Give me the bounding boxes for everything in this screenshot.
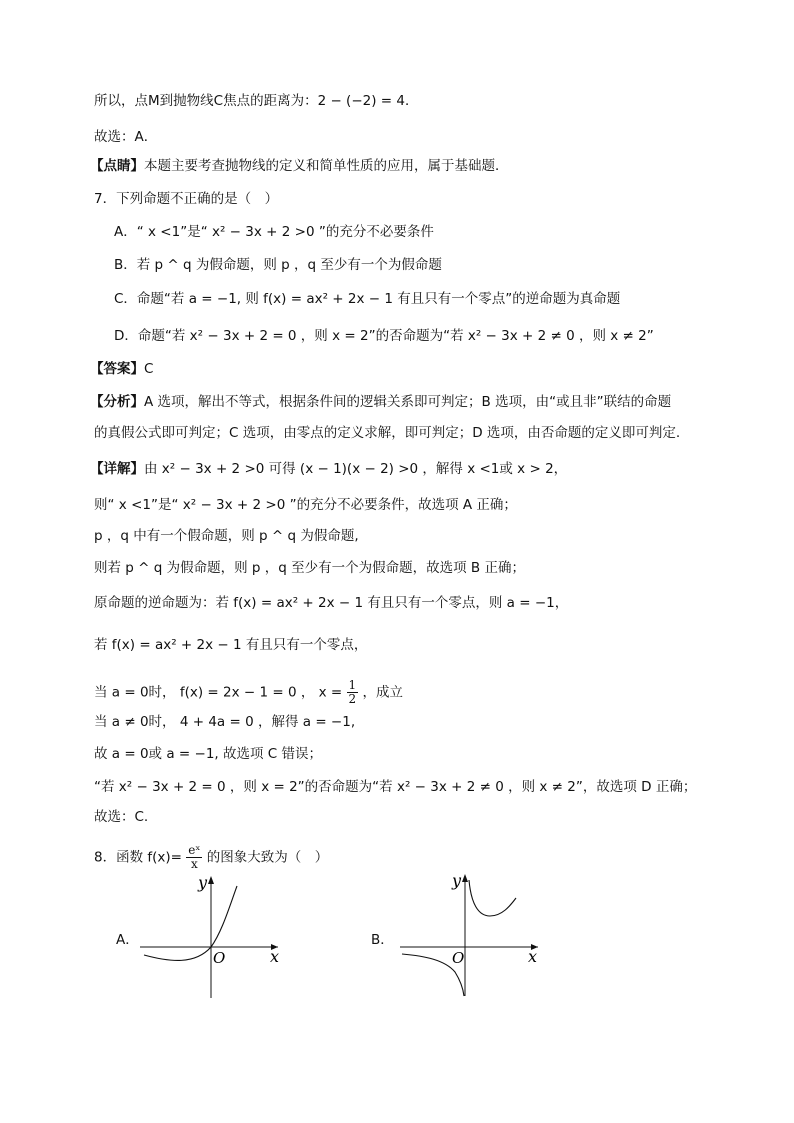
fraction-one-half [347,679,359,706]
graph-b-y-label: y [452,871,462,890]
detail-line-3: p ，q 中有一个假命题，则 p ^ q 为假命题, [94,528,359,544]
detail-line-11: 故选：C. [94,809,149,825]
detail-line-7 [94,679,403,706]
line-comment [90,157,509,175]
detail-line-1 [90,460,567,478]
question-8 [94,844,328,871]
fraction-numerator: 1 [348,678,357,692]
detail-line-6: 若 f(x) = ax² + 2x − 1 有且只有一个零点， [94,637,368,653]
analysis-text-1: A 选项，解出不等式，根据条件间的逻辑关系即可判定；B 选项，由“或且非”联结的命题 [144,394,672,410]
fraction-denominator: 2 [348,692,357,706]
graph-a-label: A． [116,932,139,948]
detail-line-9: 故 a = 0或 a = −1, 故选项 C 错误； [94,746,322,762]
graph-a [130,870,290,1005]
option-d: D．命题“若 x² − 3x + 2 = 0 ，则 x = 2”的否命题为“若 x² − 3x + 2 ≠ 0 ，则 x ≠ 2” [114,328,654,344]
option-c: C．命题“若 a = −1, 则 f(x) = ax² + 2x − 1 有且只有一个零点”的逆命题为真命题 [114,291,621,307]
analysis-line-1 [90,393,671,411]
graph-b-y-arrow [462,874,468,882]
detail-text-7b: ，成立 [362,684,403,701]
comment-tag: 【点睛】 [90,158,144,174]
comment-text: 本题主要考查抛物线的定义和简单性质的应用，属于基础题． [144,158,509,174]
fraction-denominator: x [190,857,198,871]
analysis-line-2: 的真假公式即可判定；C 选项，由零点的定义求解，即可判定；D 选项，由否命题的定义即可判定. [94,425,681,441]
graph-b-label: B． [371,932,394,948]
graph-a-origin-label: O [213,949,226,967]
detail-line-2: 则“ x <1”是“ x² − 3x + 2 >0 ”的充分不必要条件，故选项 A 正确； [94,497,517,513]
graph-b-curve-right [469,880,516,916]
question-8-text-a: 8．函数 f(x)= [94,849,182,866]
fraction-ex-over-x [186,844,202,871]
line-choose-a: 故选：A． [94,129,158,145]
answer-text: C [144,361,154,377]
graph-b-x-label: x [528,947,538,966]
detail-line-10: “若 x² − 3x + 2 = 0 ，则 x = 2”的否命题为“若 x² − 3x + 2 ≠ 0 ，则 x ≠ 2”，故选项 D 正确； [94,779,697,795]
detail-tag: 【详解】 [90,461,144,477]
graph-a-y-arrow [208,876,214,884]
analysis-tag: 【分析】 [90,394,144,410]
detail-line-8: 当 a ≠ 0时， 4 + 4a = 0 ，解得 a = −1, [94,714,356,730]
option-b: B．若 p ^ q 为假命题，则 p ，q 至少有一个为假命题 [114,257,442,273]
graph-b-origin-label: O [452,949,465,967]
answer-tag: 【答案】 [90,361,144,377]
detail-text-7a: 当 a = 0时， f(x) = 2x − 1 = 0 ， x = [94,684,343,701]
question-8-text-b: 的图象大致为（ ） [206,849,329,866]
detail-line-5: 原命题的逆命题为：若 f(x) = ax² + 2x − 1 有且只有一个零点，则 a = −1， [94,595,569,611]
option-a: A．“ x <1”是“ x² − 3x + 2 >0 ”的充分不必要条件 [114,224,434,240]
line-distance-result: 所以，点M到抛物线C焦点的距离为：2 − (−2) = 4． [94,93,419,109]
graph-b [390,868,550,1003]
answer-line [90,360,153,378]
graph-a-x-label: x [270,947,280,966]
graph-a-y-label: y [198,873,208,892]
question-7: 7．下列命题不正确的是（ ） [94,191,279,207]
detail-line-4: 则若 p ^ q 为假命题，则 p ，q 至少有一个为假命题，故选项 B 正确； [94,560,525,576]
detail-text-1: 由 x² − 3x + 2 >0 可得 (x − 1)(x − 2) >0 ，解得 x <1或 x > 2， [144,461,568,477]
fraction-numerator: eˣ [188,843,201,857]
